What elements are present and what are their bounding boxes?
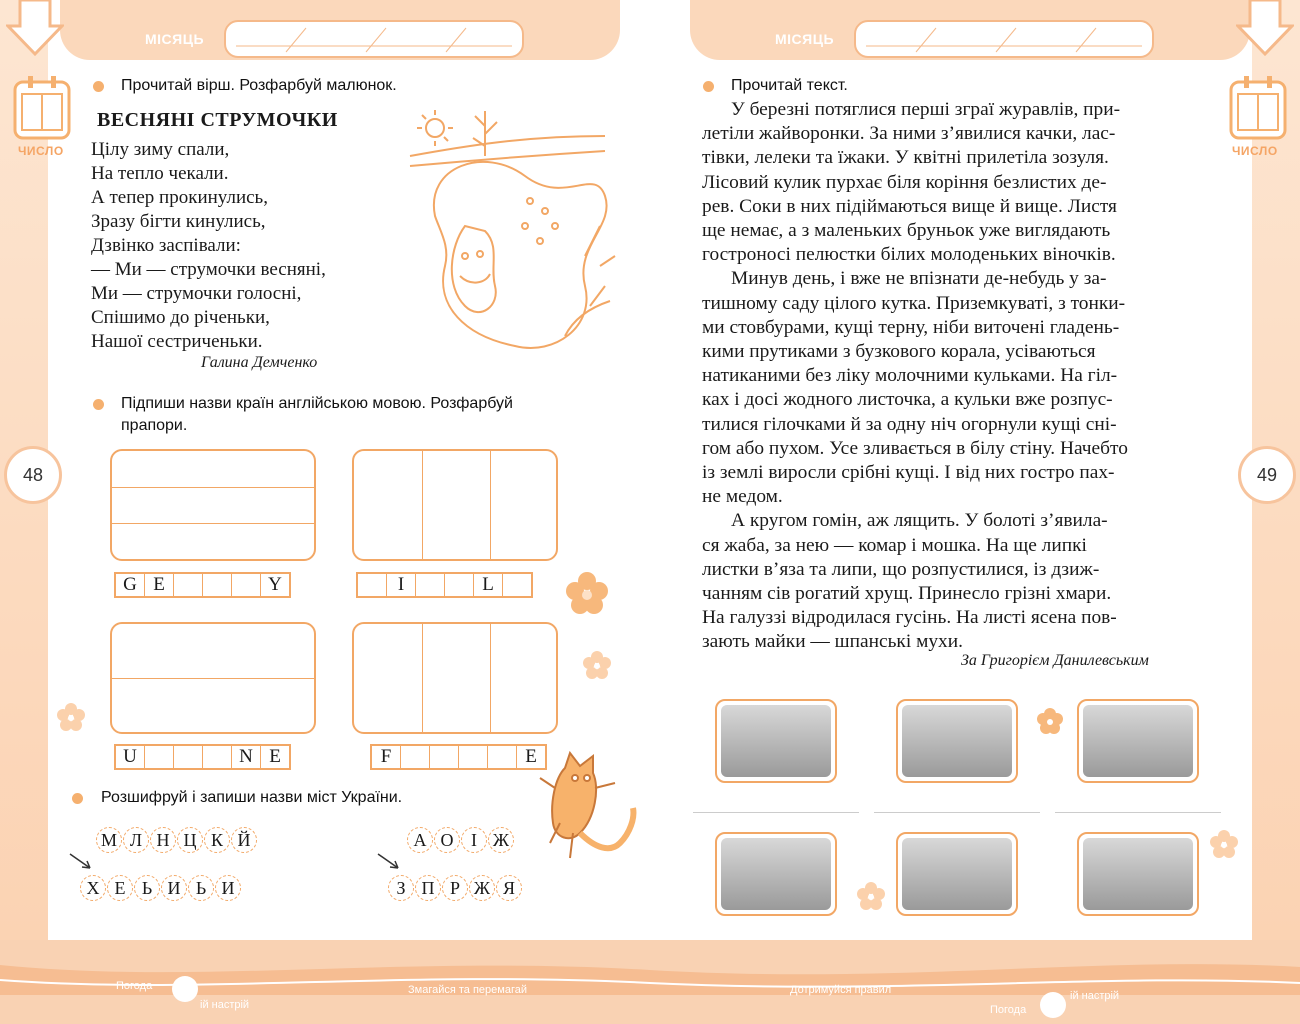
stream-coloring-illustration[interactable]	[405, 106, 625, 376]
cipher-letter: О	[434, 827, 460, 853]
letter-cell[interactable]: E	[145, 574, 174, 596]
story-line: чанням сів рогатий хрущ. Принесло грізні хмари.	[702, 583, 1112, 605]
story-line: із землі виросли срібні кущі. І від них гостро пах-	[702, 462, 1115, 484]
flower-icon	[857, 882, 885, 910]
bird-photo-swallow	[715, 699, 837, 783]
cipher-letter: Ь	[134, 875, 160, 901]
cipher-letter: Я	[496, 875, 522, 901]
flag-vertical-3b[interactable]	[352, 622, 558, 734]
story-line: Лісовий кулик пурхає біля коріння безлистих де-	[702, 171, 1107, 193]
cipher-letter: І	[461, 827, 487, 853]
bird-photo-lark	[1077, 699, 1199, 783]
letter-cell[interactable]	[203, 746, 232, 768]
story-line: кими прутиками з бузкового корала, усіваються	[702, 341, 1096, 363]
cipher2-bottom-row	[388, 875, 522, 901]
caption-line[interactable]	[1055, 812, 1221, 813]
story-line: У березні потяглися перші зграї журавлів, при-	[731, 99, 1121, 120]
story-line: На галуззі відродилася гусінь. На листі ясена пов-	[702, 607, 1117, 629]
story-line: ще немає, а з маленьких бруньок уже виглядають	[702, 220, 1111, 242]
arrow-icon	[68, 850, 98, 874]
poem-line: Спішимо до річеньки,	[91, 307, 270, 328]
task2-instruction-line1: Підпиши назви країн англійською мовою. Розфарбуй	[121, 395, 513, 412]
poem-line: — Ми — струмочки весняні,	[91, 259, 326, 280]
letter-cell[interactable]	[445, 574, 474, 596]
cipher-letter: А	[407, 827, 433, 853]
task3-instruction: Розшифруй і запиши назви міст України.	[101, 789, 403, 806]
letter-cell[interactable]	[145, 746, 174, 768]
story-line: ми стовбурами, кущі терну, ніби виточені гладень-	[702, 316, 1120, 338]
letter-cell[interactable]	[488, 746, 517, 768]
letter-cell[interactable]: U	[116, 746, 145, 768]
down-arrow-icon	[6, 0, 64, 58]
story-line: не медом.	[702, 486, 783, 508]
story-line: зають майки — шпанські мухи.	[702, 631, 963, 653]
cipher-letter: Ж	[488, 827, 514, 853]
cat-illustration	[525, 748, 645, 878]
letter-cell[interactable]: G	[116, 574, 145, 596]
letter-cell[interactable]	[401, 746, 430, 768]
flower-icon	[1210, 830, 1238, 858]
caption-line[interactable]	[693, 812, 859, 813]
task-instruction-right: Прочитай текст.	[731, 77, 848, 94]
cipher-letter: П	[415, 875, 441, 901]
footer-label: Дотримуйся правил	[790, 984, 892, 996]
story-line: тишному саду цілого кутка. Приземкуваті, з тонки-	[702, 292, 1126, 314]
story-line: ся жаба, за нею — комар і мошка. На ще липкі	[702, 534, 1087, 556]
story-line: гом або пухом. Усе зливається в білу стіну. Начебто	[702, 437, 1128, 459]
story-line: А кругом гомін, аж лящить. У болоті з’явила-	[731, 510, 1108, 532]
footer-label: ій настрій	[1070, 990, 1120, 1002]
task2-instruction-line2: прапори.	[121, 417, 188, 434]
flower-icon	[566, 572, 608, 614]
letter-cell[interactable]	[416, 574, 445, 596]
cipher-letter: И	[161, 875, 187, 901]
poem-author: Галина Демченко	[201, 354, 318, 371]
story-line: ках і досі жодного листочка, а кульки вже розпус-	[702, 389, 1113, 411]
bird-photo-crane	[896, 699, 1018, 783]
poem-line: Цілу зиму спали,	[91, 139, 230, 160]
cipher-letter: З	[388, 875, 414, 901]
story-line: тівки, лелеки та їжаки. У квітні прилетіла зозуля.	[702, 147, 1109, 169]
flower-icon	[583, 651, 611, 679]
cipher2-top-row	[407, 827, 514, 853]
letter-cell[interactable]: E	[269, 746, 281, 767]
page-number-right: 49	[1238, 446, 1296, 504]
story-line: листки в’яза та липи, що розпустилися, із дзиж-	[702, 558, 1100, 580]
calendar-icon-right	[1228, 74, 1288, 142]
letter-cell[interactable]: N	[232, 746, 261, 768]
letter-cell[interactable]	[174, 746, 203, 768]
word-grid-2[interactable]	[356, 572, 533, 598]
bird-photo-stork	[896, 832, 1018, 916]
poem-title: ВЕСНЯНІ СТРУМОЧКИ	[97, 109, 338, 131]
date-label-left: ЧИСЛО	[18, 144, 64, 158]
letter-cell[interactable]: E	[525, 746, 537, 767]
cipher-letter: Ь	[188, 875, 214, 901]
cipher-letter: Р	[442, 875, 468, 901]
cipher1-bottom-row	[80, 875, 241, 901]
month-field-left[interactable]	[224, 20, 524, 58]
arrow-icon	[376, 850, 406, 874]
footer-label: ій настрій	[200, 999, 250, 1011]
month-label-left: МІСЯЦЬ	[145, 31, 205, 47]
footer-circle	[1040, 992, 1066, 1018]
cipher-letter: И	[215, 875, 241, 901]
word-grid-1[interactable]	[114, 572, 291, 598]
month-field-right[interactable]	[854, 20, 1154, 58]
poem-line: Зразу бігти кинулись,	[91, 211, 266, 232]
date-label-right: ЧИСЛО	[1232, 144, 1278, 158]
flag-horizontal-2[interactable]	[110, 622, 316, 734]
poem-line: А тепер прокинулись,	[91, 187, 268, 208]
cipher-letter: Ж	[469, 875, 495, 901]
story-author: За Григорієм Данилевським	[961, 652, 1149, 669]
cipher-letter: К	[204, 827, 230, 853]
footer-label: Змагайся та перемагай	[408, 984, 527, 996]
poem-line: На тепло чекали.	[91, 163, 229, 184]
letter-cell[interactable]: L	[474, 574, 503, 596]
cipher-letter: М	[96, 827, 122, 853]
story-text	[702, 98, 1209, 655]
caption-line[interactable]	[874, 812, 1040, 813]
bullet	[703, 81, 714, 92]
poem-line: Ми — струмочки голосні,	[91, 283, 302, 304]
letter-cell[interactable]	[203, 574, 232, 596]
bird-photo-duck	[715, 832, 837, 916]
task1-instruction: Прочитай вірш. Розфарбуй малюнок.	[121, 77, 397, 94]
month-label-right: МІСЯЦЬ	[775, 31, 835, 47]
calendar-icon-left	[12, 74, 72, 142]
cipher-letter: Л	[123, 827, 149, 853]
bullet	[93, 399, 104, 410]
flower-icon	[1037, 708, 1063, 734]
letter-cell[interactable]	[459, 746, 488, 768]
letter-cell[interactable]	[174, 574, 203, 596]
down-arrow-icon-right	[1236, 0, 1294, 58]
word-grid-3[interactable]	[114, 744, 291, 770]
footer-label: Погода	[116, 980, 153, 992]
story-line: рев. Соки в них підіймаються вище й вище. Листя	[702, 195, 1117, 217]
poem-text	[91, 138, 326, 354]
footer-circle	[172, 976, 198, 1002]
word-grid-4[interactable]	[370, 744, 547, 770]
footer-label: Погода	[990, 1004, 1027, 1016]
letter-cell[interactable]: Y	[268, 574, 282, 595]
flag-vertical-3[interactable]	[352, 449, 558, 561]
page-number-left: 48	[4, 446, 62, 504]
cipher-letter: Н	[150, 827, 176, 853]
letter-cell[interactable]: I	[387, 574, 416, 596]
story-line: гостроносі пелюстки білих молоденьких віночків.	[702, 244, 1116, 266]
story-line: Минув день, і вже не впізнати де-небудь у за-	[731, 268, 1107, 290]
letter-cell[interactable]	[503, 574, 531, 596]
letter-cell[interactable]	[232, 574, 261, 596]
story-line: тилися гілочками й за одну ніч огорнули кущі сні-	[702, 413, 1117, 435]
bullet	[93, 81, 104, 92]
poem-line: Дзвінко заспівали:	[91, 235, 241, 256]
bullet	[72, 793, 83, 804]
cipher-letter: Й	[231, 827, 257, 853]
cipher-letter: Ц	[177, 827, 203, 853]
letter-cell[interactable]: F	[372, 746, 401, 768]
flower-icon	[57, 703, 85, 731]
cipher1-top-row	[96, 827, 257, 853]
story-line: летіли жайворонки. За ними з’явилися качки, лас-	[702, 123, 1116, 145]
letter-cell[interactable]	[430, 746, 459, 768]
letter-cell[interactable]	[358, 574, 387, 596]
poem-line: Нашої сестриченьки.	[91, 331, 263, 352]
cipher-letter: Е	[107, 875, 133, 901]
flag-horizontal-3[interactable]	[110, 449, 316, 561]
story-line: натиканими без ліку молочними кульками. На гіл-	[702, 365, 1118, 387]
cipher-letter: Х	[80, 875, 106, 901]
bird-photo-cuckoo	[1077, 832, 1199, 916]
